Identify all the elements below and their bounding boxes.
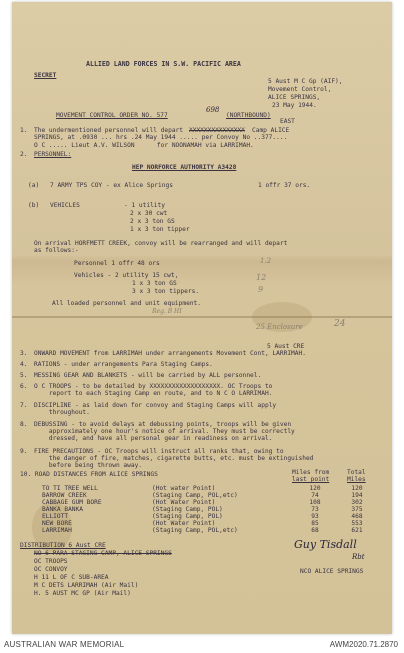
place-cell: ELLIOTT — [42, 513, 69, 520]
footer-left: AUSTRALIAN WAR MEMORIAL — [4, 640, 125, 649]
col-last-point: last point — [292, 476, 330, 483]
item-number: 3. — [20, 350, 28, 357]
note-cell: (Hot water Point) — [152, 485, 216, 492]
order-number: MOVEMENT CONTROL ORDER NO. 577 — [56, 112, 168, 119]
col-total: Total — [347, 469, 366, 476]
distribution-line: H. 5 AUST MC GP (Air Mail) — [34, 590, 131, 597]
total-cell: 553 — [351, 520, 363, 527]
order-line-2: SPRINGS, at .0930 ... hrs .24 May 1944 ..... per Convoy No ..377.... — [34, 134, 288, 141]
from-cell: 93 — [311, 513, 319, 520]
distances-table — [42, 485, 372, 534]
fold-line — [12, 316, 392, 318]
table-row — [42, 527, 372, 534]
total-cell: 468 — [351, 513, 363, 520]
struck-text: XXXXXXXXXXXXXXX — [189, 127, 245, 134]
from-cell: 74 — [311, 492, 319, 499]
arrival-vehicles-1: Vehicles - 2 utility 15 cwt, — [74, 272, 179, 279]
place-cell: NEW BORE — [42, 520, 72, 527]
note-cell: (Staging Camp, POL) — [152, 513, 223, 520]
unit-line-3: ALICE SPRINGS, — [268, 94, 321, 101]
document-page — [12, 2, 392, 634]
authority-heading: HEP NORFORCE AUTHORITY A3428 — [132, 164, 237, 171]
item-number: 8. — [20, 421, 28, 428]
initials: Rbt — [352, 553, 365, 561]
vehicle-item: 2 x 3 ton GS — [130, 218, 175, 225]
note-cell: (Staging Camp, POL) — [152, 506, 223, 513]
section-a-count: 1 offr 37 ors. — [258, 182, 311, 189]
arrival-vehicles-2: 1 x 3 ton GS — [132, 280, 177, 287]
note-cell: (Hot Water Point) — [152, 499, 216, 506]
table-row — [42, 520, 372, 527]
footer-bar — [0, 637, 404, 653]
from-cell: 68 — [311, 527, 319, 534]
from-cell: 73 — [311, 506, 319, 513]
unit-line-1: 5 Aust M C Gp (AIF), — [268, 78, 343, 85]
col-miles: Miles — [347, 476, 366, 483]
signature: Guy Tisdall — [294, 538, 357, 551]
vehicle-item: - 1 utility — [124, 202, 165, 209]
total-cell: 621 — [351, 527, 363, 534]
note-cell: (Staging Camp, POL,etc) — [152, 527, 238, 534]
note-cell: (Hot Water Point) — [152, 520, 216, 527]
vehicles-heading: VEHICLES — [50, 202, 80, 209]
signature-title: NCO ALICE SPRINGS — [300, 568, 364, 575]
total-cell: 375 — [351, 506, 363, 513]
arrival-vehicles-3: 3 x 3 ton tippers. — [132, 288, 200, 295]
place-cell: BARROW CREEK — [42, 492, 87, 499]
note-cell: (Staging Camp, POL,etc) — [152, 492, 238, 499]
footer-right: AWM2020.71.2870 — [329, 640, 398, 649]
arrival-personnel: Personnel 1 offr 48 ors — [74, 260, 160, 267]
pencil-mark: 9 — [258, 285, 264, 294]
item-text: DEBUSSING - to avoid delays at debussing points, troops will be given approximately one hour's notice of arrival. They must be correctly dressed, and have all personal gear in readiness on arrival. — [34, 421, 295, 442]
item-text: FIRE PRECAUTIONS - OC Troops will instruct all ranks that, owing to the danger of fire, matches, cigarette butts, etc. must be extinguished before being thrown away. — [34, 448, 314, 469]
order-line-1: The undermentioned personnel will depart — [34, 127, 184, 134]
item-number: 9. — [20, 448, 28, 455]
from-cell: 108 — [309, 499, 321, 506]
distribution-line: NO 6 PARA STAGING CAMP, ALICE SPRINGS — [34, 550, 172, 557]
col-miles-from: Miles from — [292, 469, 330, 476]
item-text: O C TROOPS - to be detailed by XXXXXXXXXXXXXXXXXXX. OC Troops to report to each Staging Camp en route, and to N C O LARRIMAH. — [34, 383, 273, 397]
classification: SECRET — [34, 72, 57, 79]
item-number: 7. — [20, 402, 28, 409]
distribution-line: M C DETS LARRIMAH (Air Mail) — [34, 582, 139, 589]
unit-line-2: Movement Control, — [268, 86, 332, 93]
item-text: DISCIPLINE - as laid down for convoy and Staging Camps will apply throughout. — [34, 402, 277, 416]
document-title: ALLIED LAND FORCES IN S.W. PACIFIC AREA — [86, 60, 241, 68]
total-cell: 194 — [351, 492, 363, 499]
vehicle-item: 1 x 3 ton tipper — [130, 226, 190, 233]
table-row — [42, 513, 372, 520]
pencil-mark: 1.2 — [260, 257, 272, 265]
distribution-heading: DISTRIBUTION 6 Aust CRE — [20, 542, 106, 549]
table-row — [42, 485, 372, 492]
pencil-note-24: 24 — [334, 319, 346, 329]
section-b-label: (b) — [28, 202, 40, 209]
distances-heading: 10. ROAD DISTANCES FROM ALICE SPRINGS — [20, 471, 158, 478]
aust-cre-note: 5 Aust CRE — [267, 343, 305, 350]
order-east: EAST — [280, 118, 295, 125]
from-cell: 85 — [311, 520, 319, 527]
section-a-label: (a) — [28, 182, 40, 189]
item-number: 2. — [20, 151, 28, 158]
place-cell: LARRIMAH — [42, 527, 72, 534]
pencil-note-25: 25 Enclosure — [256, 323, 303, 331]
distribution-line: OC TROOPS — [34, 558, 68, 565]
arrival-line-2: as follows:- — [34, 247, 79, 254]
from-cell: 120 — [309, 485, 321, 492]
arrival-loaded: All loaded personnel and unit equipment. — [52, 300, 202, 307]
distribution-line: OC CONVOY — [34, 566, 68, 573]
item-text: MESSING GEAR AND BLANKETS - will be carried by ALL personnel. — [34, 372, 262, 379]
pencil-mark: 12 — [256, 273, 267, 282]
item-number: 1. — [20, 127, 28, 134]
item-text: ONWARD MOVEMENT from LARRIMAH under arrangements Movement Cont, LARRIMAH. — [34, 350, 306, 357]
oc-line: O C ..... Lieut A.V. WILSON for NOONAMAH via LARRIMAH. — [34, 142, 254, 149]
total-cell: 302 — [351, 499, 363, 506]
place-cell: TO TI TREE WELL — [42, 485, 98, 492]
personnel-heading: PERSONNEL: — [34, 151, 72, 158]
item-number: 6. — [20, 383, 28, 390]
pencil-note-left: Reg. B HI — [152, 308, 182, 315]
vehicle-item: 2 x 30 cwt — [130, 210, 168, 217]
table-row — [42, 492, 372, 499]
section-a-text: 7 ARMY TPS COY - ex Alice Springs — [50, 182, 173, 189]
item-number: 4. — [20, 361, 28, 368]
table-row — [42, 506, 372, 513]
item-number: 5. — [20, 372, 28, 379]
total-cell: 120 — [351, 485, 363, 492]
place-cell: BANKA BANKA — [42, 506, 83, 513]
order-number-handwritten: 698 — [206, 106, 220, 114]
document-date: 23 May 1944. — [272, 102, 317, 109]
item-text: RATIONS - under arrangements Para Staging Camps. — [34, 361, 213, 368]
distribution-line: H 11 L OF C SUB-AREA — [34, 574, 109, 581]
place-cell: CABBAGE GUM BORE — [42, 499, 102, 506]
arrival-line-1: On arrival HORFMETT CREEK, convoy will be rearranged and will depart — [34, 240, 288, 247]
order-direction: (NORTHBOUND) — [226, 112, 271, 119]
table-row — [42, 499, 372, 506]
camp-text: Camp ALICE — [252, 127, 290, 134]
